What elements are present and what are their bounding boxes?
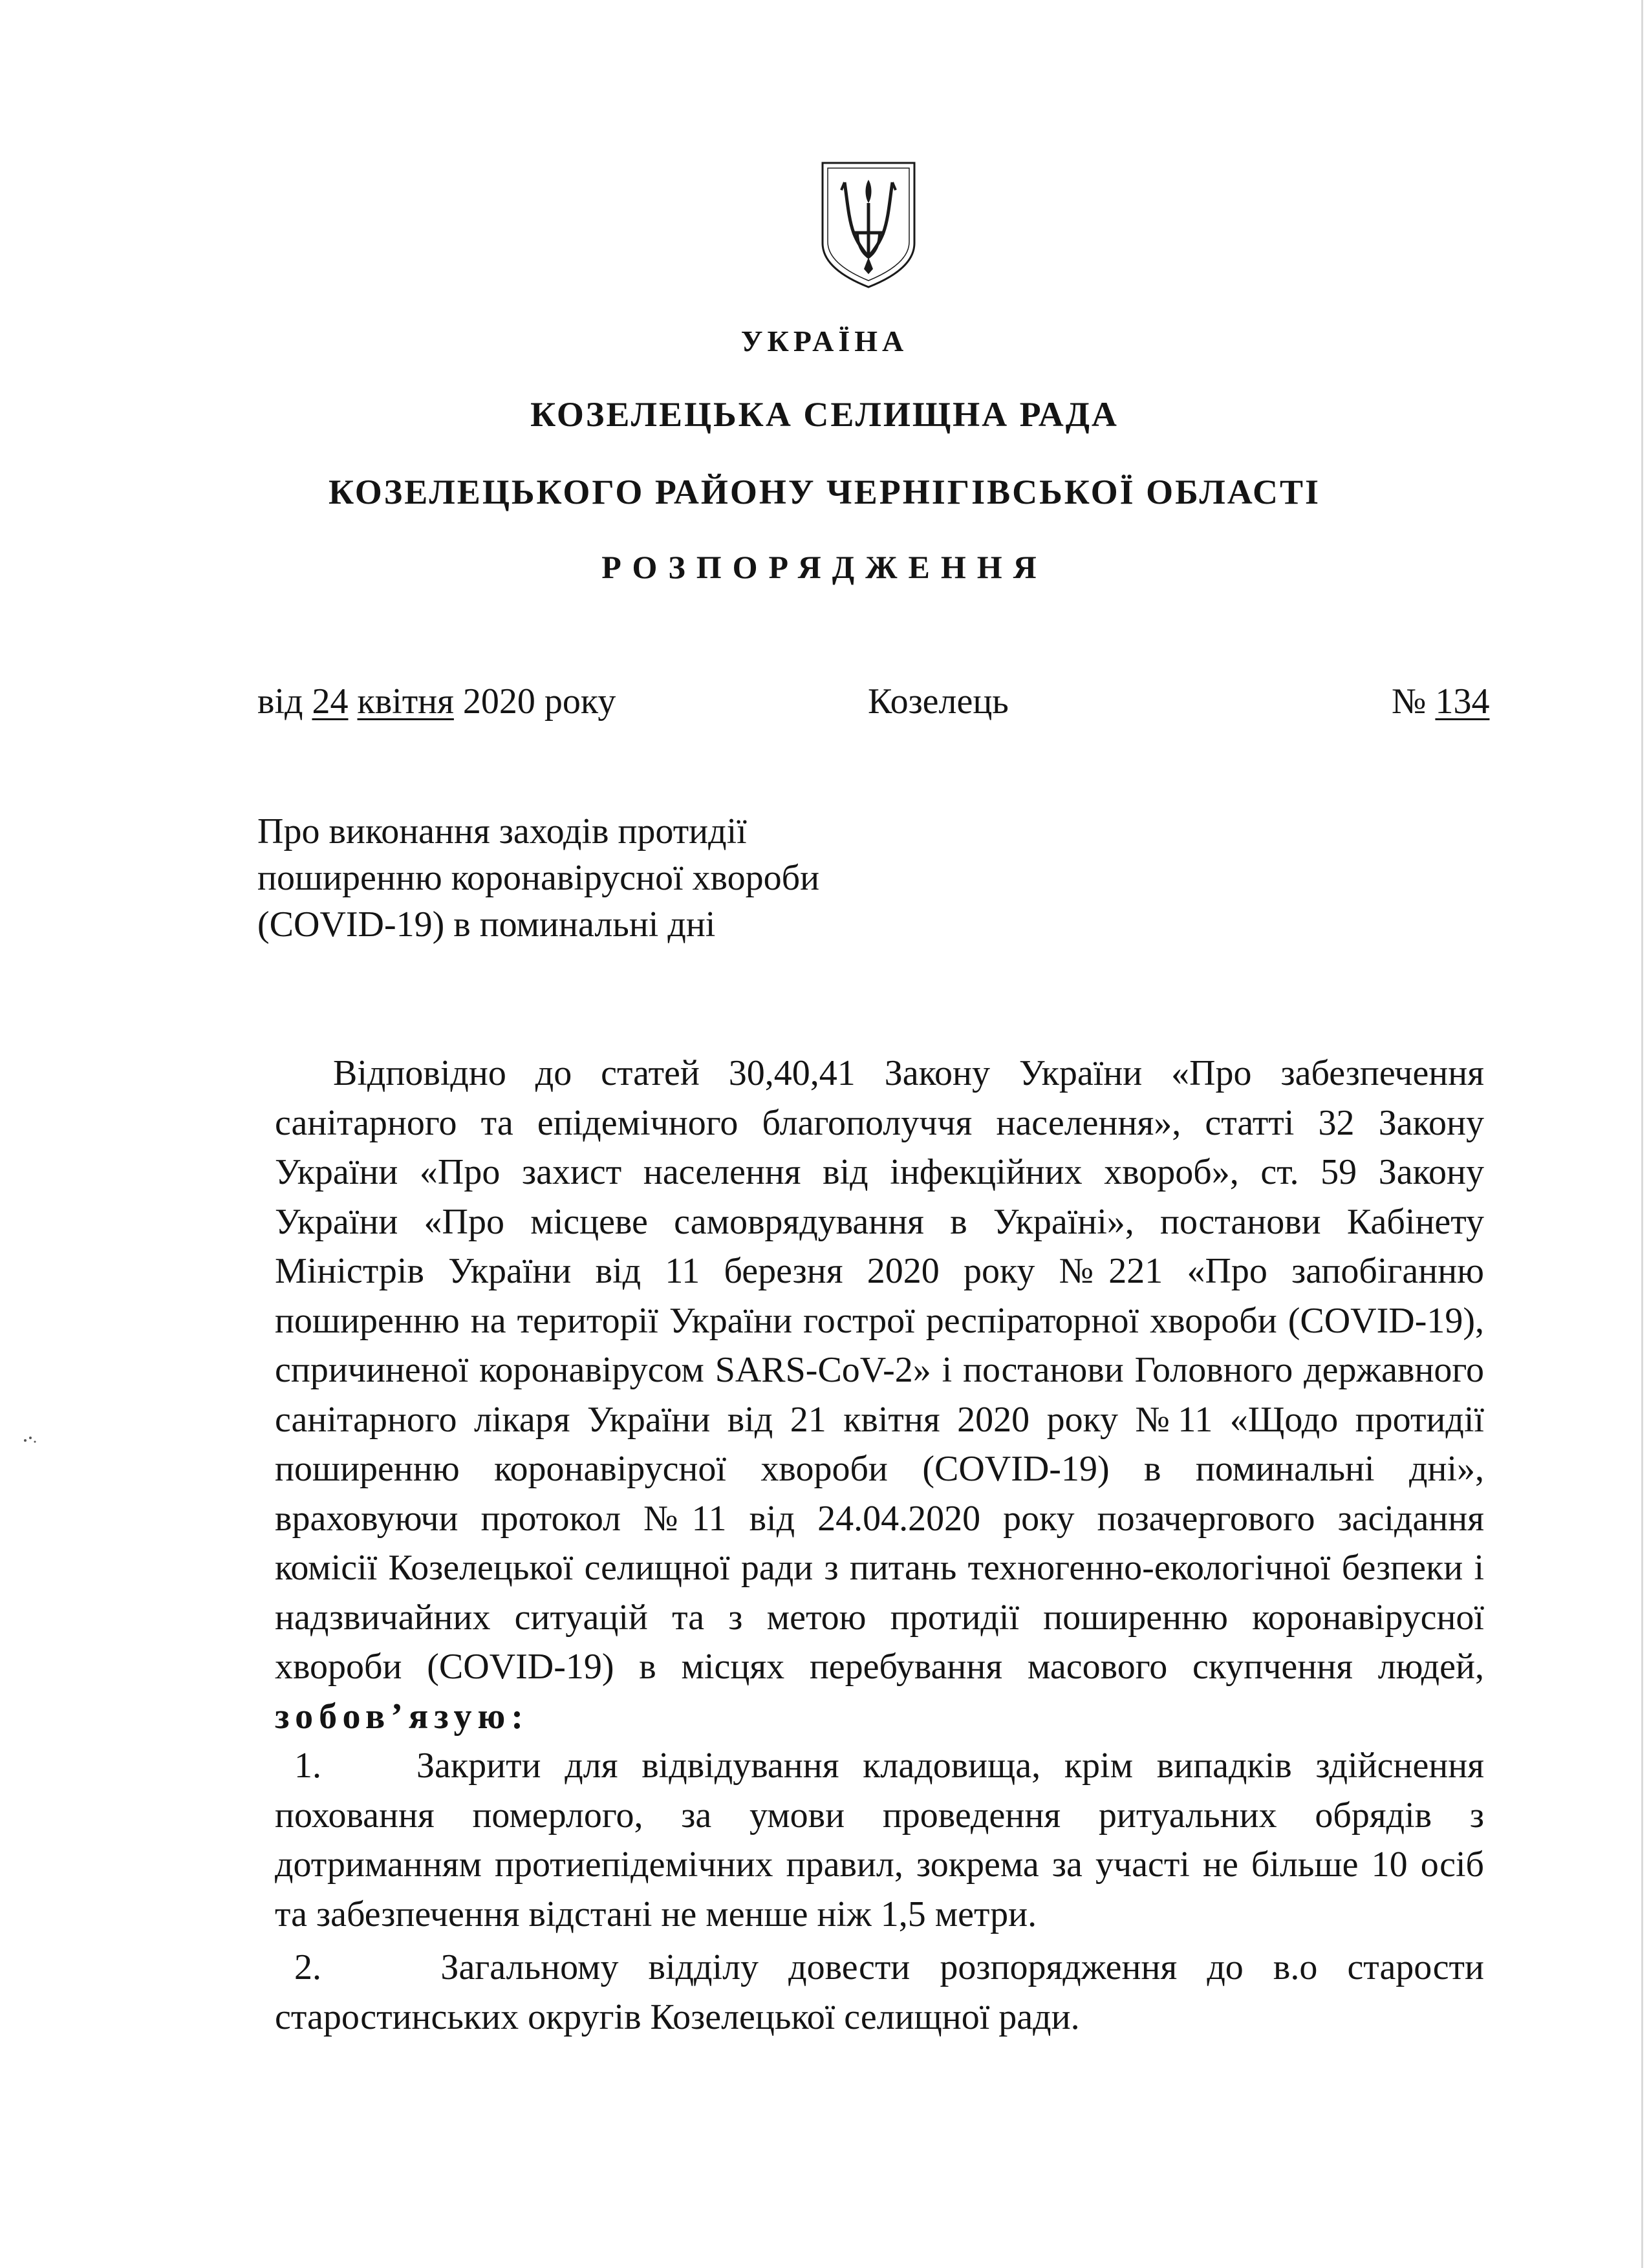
date-month: квітня (357, 681, 454, 722)
district-heading: КОЗЕЛЕЦЬКОГО РАЙОНУ ЧЕРНІГІВСЬКОЇ ОБЛАСТІ (328, 473, 1321, 511)
number-prefix: № (1392, 681, 1427, 722)
trident-coat-of-arms-icon (820, 160, 917, 290)
item-text: Закрити для відвідування кладовища, крім випадків здійснення поховання померлого, за умови проведення ритуальних обрядів з дотриманням протиепідемічних правил, зокрема за участі не більше 10 осіб та забезпечення відстані не менше ніж 1,5 метри. (275, 1746, 1484, 1934)
document-subject: Про виконання заходів протидії поширенню коронавірусної хвороби (COVID-19) в поминальні дні (257, 811, 820, 945)
number-value: 134 (1435, 681, 1490, 722)
document-type-heading: РОЗПОРЯДЖЕННЯ (601, 549, 1048, 585)
obligation-word: зобов’язую: (275, 1696, 529, 1737)
document-body (275, 1049, 1484, 2042)
item-number: 1. (294, 1746, 321, 1786)
country-heading: УКРАЇНА (740, 325, 909, 358)
list-item (275, 1943, 1484, 2042)
council-heading: КОЗЕЛЕЦЬКА СЕЛИЩНА РАДА (530, 395, 1119, 434)
document-place: Козелець (868, 681, 1009, 722)
list-item (275, 1741, 1484, 1939)
date-year: 2020 року (462, 681, 616, 722)
order-items-list (275, 1741, 1484, 2042)
item-text: Загальному відділу довести розпорядження до в.о старости старостинських округів Козелецької селищної ради. (275, 1947, 1484, 2037)
scan-speck-marks (22, 1433, 41, 1446)
document-number (1392, 679, 1489, 724)
date-prefix: від (257, 681, 303, 722)
item-number: 2. (294, 1947, 321, 1987)
date-day: 24 (312, 681, 349, 722)
preamble-text: Відповідно до статей 30,40,41 Закону України «Про забезпечення санітарного та епідемічного благополуччя населення», статті 32 Закону України «Про захист населення від інфекційних хвороб», ст. 59 Закону України «Про місцеве самоврядування в Україні», постанови Кабінету Міністрів України від 11 березня 2020 року №221 «Про запобіганню поширенню на території України гострої респіраторної хвороби (COVID-19), спричиненої коронавірусом SARS-CoV-2» і постанови Головного державного санітарного лікаря України від 21 квітня 2020 року №11 «Щодо протидії поширенню коронавірусної хвороби (COVID-19) в поминальні дні», враховуючи протокол №11 від 24.04.2020 року позачергового засідання комісії Козелецької селищної ради з питань техногенно-екологічної безпеки і надзвичайних ситуацій та з метою протидії поширенню коронавірусної хвороби (COVID-19) в місцях перебування масового скупчення людей, (275, 1053, 1484, 1687)
preamble-paragraph (275, 1049, 1484, 1741)
document-date (257, 679, 616, 724)
